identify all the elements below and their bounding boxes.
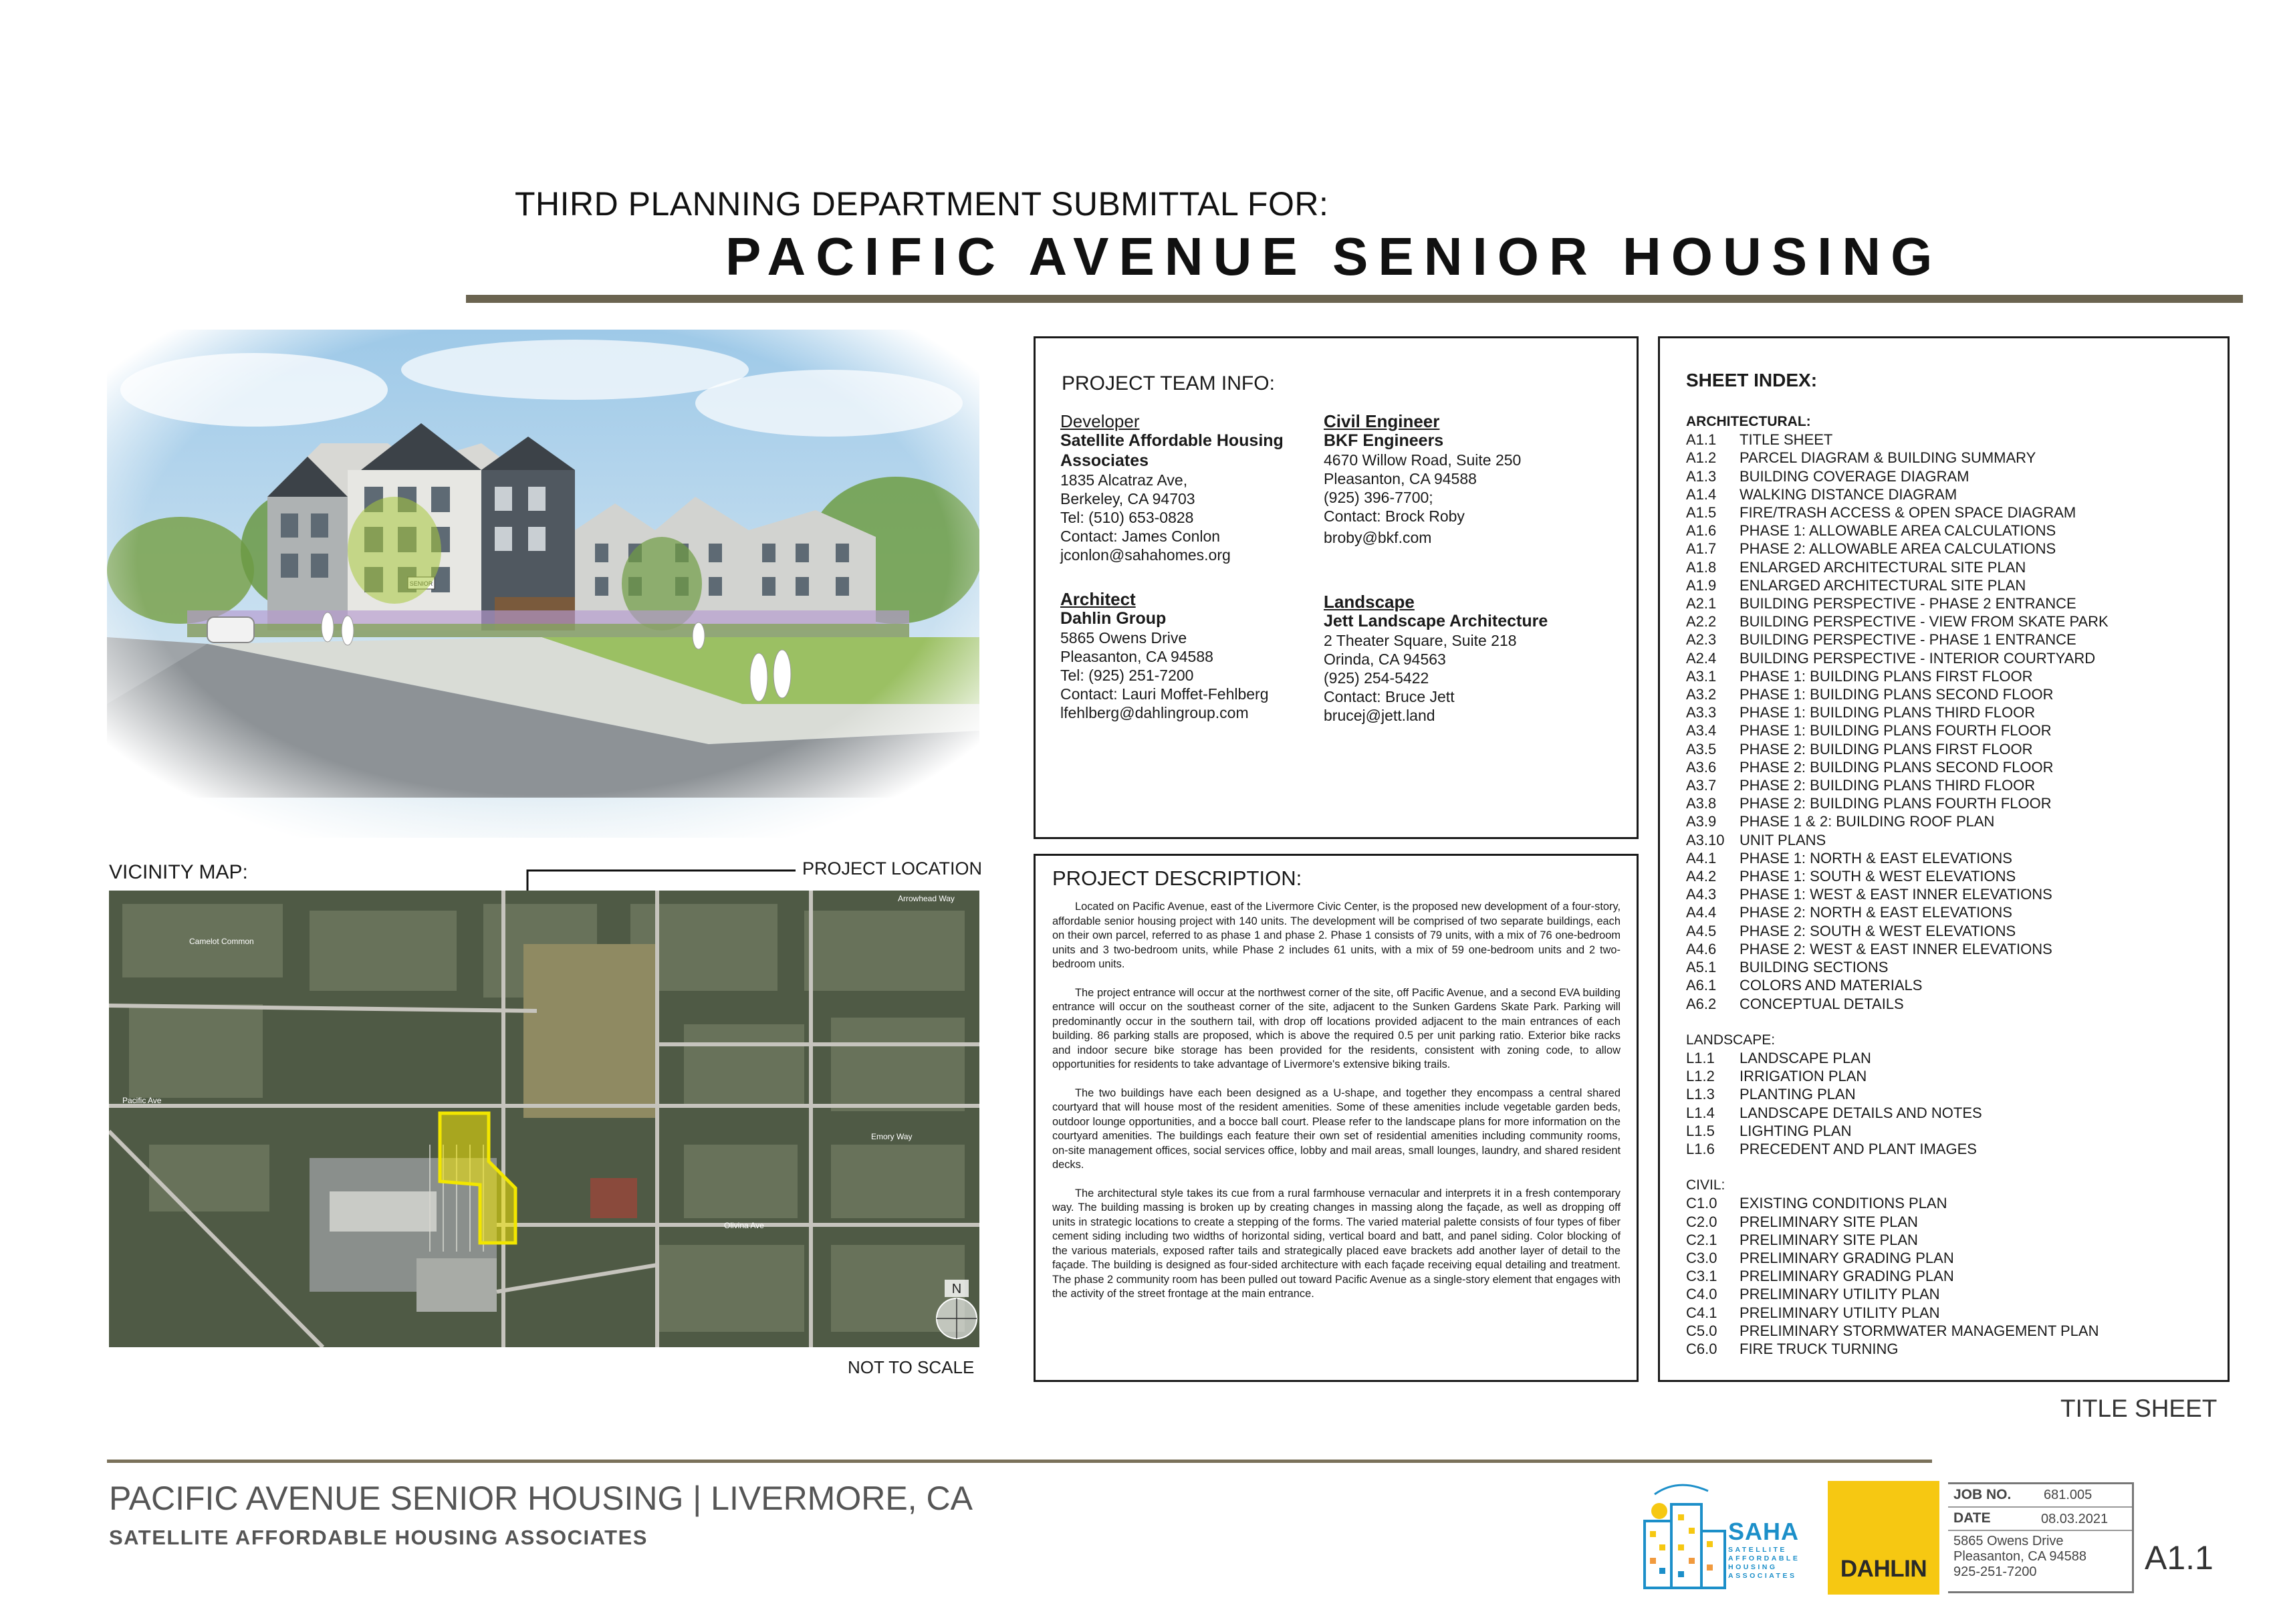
project-description-body xyxy=(1052,900,1621,1316)
index-sheet-name: PLANTING PLAN xyxy=(1740,1086,1856,1103)
index-sheet-name: IRRIGATION PLAN xyxy=(1740,1068,1867,1085)
index-sheet-code: A4.2 xyxy=(1686,868,1717,885)
index-sheet-code: A3.1 xyxy=(1686,667,1717,685)
street-label: Pacific Ave xyxy=(122,1096,162,1105)
title-block-rule xyxy=(1948,1591,2132,1593)
team-line: 4670 Willow Road, Suite 250 xyxy=(1324,451,1522,469)
index-row xyxy=(1686,703,2221,721)
index-sheet-code: L1.6 xyxy=(1686,1140,1715,1157)
index-sheet-code: A3.7 xyxy=(1686,777,1717,794)
index-sheet-code: C2.0 xyxy=(1686,1213,1717,1230)
index-row xyxy=(1686,630,2221,649)
sheet-index-list xyxy=(1686,413,2221,1358)
sheet-index-title: SHEET INDEX: xyxy=(1686,370,1818,390)
team-line: Pleasanton, CA 94588 xyxy=(1060,648,1213,665)
index-sheet-code: A6.1 xyxy=(1686,977,1717,994)
team-line: Pleasanton, CA 94588 xyxy=(1324,470,1477,487)
index-sheet-code: A3.5 xyxy=(1686,740,1717,758)
saha-tagline: ASSOCIATES xyxy=(1728,1572,1797,1580)
index-row xyxy=(1686,1140,2221,1158)
index-sheet-name: EXISTING CONDITIONS PLAN xyxy=(1740,1195,1947,1212)
index-sheet-name: PRELIMINARY GRADING PLAN xyxy=(1740,1268,1954,1285)
index-section-heading: ARCHITECTURAL: xyxy=(1686,414,1811,429)
index-row xyxy=(1686,1304,2221,1322)
index-sheet-name: ENLARGED ARCHITECTURAL SITE PLAN xyxy=(1740,576,2026,594)
index-row xyxy=(1686,903,2221,921)
index-sheet-name: PHASE 2: SOUTH & WEST ELEVATIONS xyxy=(1740,922,2016,939)
date-value: 08.03.2021 xyxy=(2041,1512,2109,1526)
index-row xyxy=(1686,976,2221,994)
index-row xyxy=(1686,721,2221,739)
team-firm: Dahlin Group xyxy=(1060,609,1167,628)
street-label: Arrowhead Way xyxy=(898,894,955,903)
saha-tagline: SATELLITE xyxy=(1728,1546,1787,1554)
index-sheet-code: A2.4 xyxy=(1686,649,1717,667)
index-sheet-code: C4.1 xyxy=(1686,1304,1717,1321)
street-label: Olivina Ave xyxy=(724,1221,764,1230)
index-row xyxy=(1686,485,2221,503)
index-sheet-code: A3.4 xyxy=(1686,722,1717,739)
index-sheet-code: A4.3 xyxy=(1686,886,1717,903)
index-sheet-name: PHASE 2: BUILDING PLANS THIRD FLOOR xyxy=(1740,777,2036,794)
north-label: N xyxy=(951,1282,962,1296)
saha-tagline: HOUSING xyxy=(1728,1563,1778,1571)
index-sheet-name: BUILDING PERSPECTIVE - VIEW FROM SKATE PARK xyxy=(1740,613,2109,630)
index-sheet-name: PHASE 1: WEST & EAST INNER ELEVATIONS xyxy=(1740,886,2052,903)
team-line: Berkeley, CA 94703 xyxy=(1060,490,1195,507)
team-civil-engineer xyxy=(1324,412,1618,547)
vicinity-map-label: VICINITY MAP: xyxy=(109,861,248,883)
index-row xyxy=(1686,958,2221,976)
team-line: 2 Theater Square, Suite 218 xyxy=(1324,632,1517,649)
index-row xyxy=(1686,649,2221,667)
footer-project-title: PACIFIC AVENUE SENIOR HOUSING | LIVERMORE, CA xyxy=(109,1480,973,1517)
team-line: Contact: Bruce Jett xyxy=(1324,688,1455,705)
index-sheet-name: BUILDING COVERAGE DIAGRAM xyxy=(1740,467,1969,485)
index-row xyxy=(1686,940,2221,958)
index-sheet-code: A3.3 xyxy=(1686,704,1717,721)
header-subtitle: THIRD PLANNING DEPARTMENT SUBMITTAL FOR: xyxy=(515,185,1329,223)
description-paragraph: The architectural style takes its cue from a rural farmhouse vernacular and interprets it in a fresh contemporary way. The building massing is broken up by creating changes in massing along the façade, as well as dropping off units in strategic locations to create a stepping of the forms. The varied material palette consists of four types of fiber cement siding including two widths of horizontal siding, vertical board and batt, and panel siding. Color blocking of the various materials, exposed rafter tails and strategically placed eave brackets add another layer of detail to the façade. The building is designed as four-sided architecture with each façade receiving equal detailing and treatment. The phase 2 community room has been pulled out toward Pacific Avenue as a single-story element that engages with the activity of the street frontage at the main entrance. xyxy=(1052,1187,1621,1300)
index-sheet-code: A1.5 xyxy=(1686,504,1717,521)
index-sheet-code: C6.0 xyxy=(1686,1340,1717,1357)
index-sheet-name: PRELIMINARY SITE PLAN xyxy=(1740,1213,1918,1230)
team-role: Developer xyxy=(1060,411,1140,431)
index-sheet-name: LIGHTING PLAN xyxy=(1740,1122,1852,1139)
date-label: DATE xyxy=(1953,1510,1991,1526)
description-paragraph: The project entrance will occur at the northwest corner of the site, off Pacific Avenue, and a second EVA building entrance will occur on the southeast corner of the site, adjacent to the Sunken Gardens Skate Park. Parking will predominantly occur in the southern tail, with drop off locations provided adjacent to the main entrances of each building. 86 parking stalls are proposed, which is above the required 0.5 per unit parking ratio. Exterior bike racks and indoor secure bike storage has been provided for the residents, consistent with zoning code, to allow opportunities for residents to take advantage of Livermore's extensive biking trails. xyxy=(1052,986,1621,1070)
index-row xyxy=(1686,1285,2221,1303)
team-role: Architect xyxy=(1060,589,1136,609)
index-row xyxy=(1686,576,2221,594)
index-row xyxy=(1686,740,2221,758)
index-row xyxy=(1686,1194,2221,1212)
project-team-title: PROJECT TEAM INFO: xyxy=(1062,372,1275,394)
index-row xyxy=(1686,1049,2221,1067)
sheet-number: A1.1 xyxy=(2145,1539,2214,1577)
index-sheet-name: PHASE 1: NORTH & EAST ELEVATIONS xyxy=(1740,849,2012,866)
index-row xyxy=(1686,467,2221,485)
index-sheet-code: A2.2 xyxy=(1686,613,1717,630)
index-sheet-name: LANDSCAPE PLAN xyxy=(1740,1049,1871,1066)
footer-client-name: SATELLITE AFFORDABLE HOUSING ASSOCIATES xyxy=(109,1526,648,1549)
index-sheet-name: FIRE TRUCK TURNING xyxy=(1740,1340,1899,1357)
header-divider xyxy=(466,295,2243,303)
index-sheet-name: PHASE 2: NORTH & EAST ELEVATIONS xyxy=(1740,904,2012,921)
index-sheet-name: PHASE 1: SOUTH & WEST ELEVATIONS xyxy=(1740,868,2016,885)
job-number-label: JOB NO. xyxy=(1953,1487,2012,1502)
team-email: broby@bkf.com xyxy=(1324,529,1432,546)
index-row xyxy=(1686,540,2221,558)
index-row xyxy=(1686,867,2221,885)
index-sheet-name: PRELIMINARY UTILITY PLAN xyxy=(1740,1304,1940,1321)
index-sheet-code: A2.3 xyxy=(1686,631,1717,649)
index-sheet-code: A1.3 xyxy=(1686,467,1717,485)
index-sheet-name: PRELIMINARY STORMWATER MANAGEMENT PLAN xyxy=(1740,1322,2099,1339)
index-sheet-name: PHASE 2: WEST & EAST INNER ELEVATIONS xyxy=(1740,940,2052,957)
team-role: Landscape xyxy=(1324,592,1415,612)
index-sheet-name: COLORS AND MATERIALS xyxy=(1740,977,1923,994)
index-row xyxy=(1686,776,2221,794)
index-row xyxy=(1686,1231,2221,1249)
sheet-title-label: TITLE SHEET xyxy=(2060,1395,2218,1422)
index-sheet-code: A6.2 xyxy=(1686,995,1717,1012)
index-sheet-code: A1.1 xyxy=(1686,431,1717,449)
dahlin-logo xyxy=(1828,1481,1939,1595)
index-sheet-name: PHASE 1: BUILDING PLANS SECOND FLOOR xyxy=(1740,686,2054,703)
index-sheet-code: A3.8 xyxy=(1686,795,1717,812)
index-sheet-code: C4.0 xyxy=(1686,1286,1717,1303)
index-spacer xyxy=(1686,1158,2221,1176)
index-row xyxy=(1686,758,2221,776)
team-firm: Associates xyxy=(1060,451,1149,470)
index-sheet-name: PHASE 1 & 2: BUILDING ROOF PLAN xyxy=(1740,813,1995,830)
title-block-rule xyxy=(1948,1482,2132,1484)
team-landscape xyxy=(1324,592,1618,725)
not-to-scale-note: NOT TO SCALE xyxy=(848,1357,975,1377)
index-sheet-code: A4.5 xyxy=(1686,922,1717,939)
index-sheet-name: BUILDING SECTIONS xyxy=(1740,959,1889,976)
saha-tagline: AFFORDABLE xyxy=(1728,1554,1800,1562)
index-row xyxy=(1686,1104,2221,1122)
index-sheet-code: L1.2 xyxy=(1686,1068,1715,1085)
project-location-label: PROJECT LOCATION xyxy=(802,858,983,879)
index-row xyxy=(1686,995,2221,1013)
index-row xyxy=(1686,1322,2221,1340)
index-sheet-code: C5.0 xyxy=(1686,1322,1717,1339)
index-row xyxy=(1686,849,2221,867)
index-sheet-name: PRELIMINARY UTILITY PLAN xyxy=(1740,1286,1940,1303)
index-sheet-code: L1.4 xyxy=(1686,1104,1715,1121)
index-row xyxy=(1686,1122,2221,1140)
team-line: Contact: Brock Roby xyxy=(1324,507,1465,525)
team-line: (925) 396-7700; xyxy=(1324,489,1433,506)
team-line: Contact: Lauri Moffet-Fehlberg xyxy=(1060,685,1269,703)
team-developer xyxy=(1060,412,1314,564)
index-row xyxy=(1686,812,2221,830)
address-line: 925-251-7200 xyxy=(1953,1564,2037,1579)
office-address xyxy=(1953,1534,2086,1580)
team-line: 1835 Alcatraz Ave, xyxy=(1060,471,1188,489)
index-sheet-code: A3.2 xyxy=(1686,686,1717,703)
index-row xyxy=(1686,558,2221,576)
index-sheet-name: PHASE 1: BUILDING PLANS FIRST FLOOR xyxy=(1740,667,2033,685)
index-sheet-code: A1.8 xyxy=(1686,558,1717,576)
team-email: brucej@jett.land xyxy=(1324,707,1435,724)
index-sheet-code: A3.6 xyxy=(1686,758,1717,776)
team-line: Tel: (510) 653-0828 xyxy=(1060,509,1194,526)
street-label: Camelot Common xyxy=(189,937,254,946)
address-line: Pleasanton, CA 94588 xyxy=(1953,1549,2087,1564)
index-sheet-name: PHASE 2: ALLOWABLE AREA CALCULATIONS xyxy=(1740,540,2056,558)
index-sheet-name: TITLE SHEET xyxy=(1740,431,1833,449)
index-row xyxy=(1686,685,2221,703)
index-section-heading: LANDSCAPE: xyxy=(1686,1032,1776,1048)
description-paragraph: Located on Pacific Avenue, east of the Livermore Civic Center, is the proposed new development of a four-story, affordable senior housing project with 140 units. The development will be comprised of two separate buildings, each on their own parcel, referred to as phase 1 and phase 2. Phase 1 consists of 79 units, with a mix of 76 one-bedroom units and 3 two-bedroom units, while Phase 2 includes 61 units, with a mix of 59 one-bedroom units and 2 two-bedroom units. xyxy=(1052,901,1621,970)
index-row xyxy=(1686,885,2221,903)
index-sheet-code: A2.1 xyxy=(1686,595,1717,612)
index-row xyxy=(1686,922,2221,940)
index-sheet-code: A4.6 xyxy=(1686,940,1717,957)
team-email: lfehlberg@dahlingroup.com xyxy=(1060,704,1249,721)
index-sheet-code: A5.1 xyxy=(1686,959,1717,976)
index-sheet-code: A3.9 xyxy=(1686,813,1717,830)
index-row xyxy=(1686,1340,2221,1358)
title-block-rule xyxy=(1948,1530,2132,1531)
footer-divider xyxy=(107,1460,1932,1463)
index-spacer xyxy=(1686,1013,2221,1031)
index-sheet-code: A4.4 xyxy=(1686,904,1717,921)
index-sheet-code: A1.4 xyxy=(1686,485,1717,503)
index-row xyxy=(1686,794,2221,812)
title-block-rule xyxy=(1948,1506,2132,1508)
saha-wordmark: SAHA xyxy=(1728,1518,1800,1545)
index-sheet-name: PRELIMINARY SITE PLAN xyxy=(1740,1231,1918,1248)
dahlin-wordmark: DAHLIN xyxy=(1840,1556,1927,1582)
index-sheet-name: PHASE 2: BUILDING PLANS SECOND FLOOR xyxy=(1740,758,2054,776)
index-sheet-code: L1.3 xyxy=(1686,1086,1715,1103)
page-title: PACIFIC AVENUE SENIOR HOUSING xyxy=(725,227,1943,286)
index-sheet-code: A3.10 xyxy=(1686,831,1725,848)
index-sheet-name: PRECEDENT AND PLANT IMAGES xyxy=(1740,1140,1977,1157)
title-block-rule xyxy=(2132,1482,2134,1593)
index-sheet-name: PHASE 1: ALLOWABLE AREA CALCULATIONS xyxy=(1740,522,2056,540)
team-role: Civil Engineer xyxy=(1324,411,1440,431)
index-sheet-code: C1.0 xyxy=(1686,1195,1717,1212)
index-row xyxy=(1686,503,2221,521)
index-sheet-code: A1.9 xyxy=(1686,576,1717,594)
index-sheet-code: A1.2 xyxy=(1686,449,1717,467)
description-paragraph: The two buildings have each been designed as a U-shape, and together they encompass a central shared courtyard that will house most of the resident amenities. Some of these amenities include vegetable garden beds, outdoor lounge opportunities, and a bocce ball court. Please refer to the landscape plans for more information on the courtyard amenities. The buildings each feature their own set of residential amenities including community rooms, on-site management offices, social services office, lobby and mail areas, small lounges, laundry, and shared resident decks. xyxy=(1052,1086,1621,1171)
index-sheet-name: ENLARGED ARCHITECTURAL SITE PLAN xyxy=(1740,558,2026,576)
index-sheet-code: L1.1 xyxy=(1686,1049,1715,1066)
index-row xyxy=(1686,667,2221,685)
index-sheet-name: BUILDING PERSPECTIVE - INTERIOR COURTYARD xyxy=(1740,649,2096,667)
index-row xyxy=(1686,431,2221,449)
team-line: (925) 254-5422 xyxy=(1324,669,1429,687)
index-row xyxy=(1686,1213,2221,1231)
index-sheet-code: A1.7 xyxy=(1686,540,1717,558)
index-sheet-name: PHASE 2: BUILDING PLANS FIRST FLOOR xyxy=(1740,740,2033,758)
vicinity-map xyxy=(109,891,979,1347)
index-sheet-code: C3.1 xyxy=(1686,1268,1717,1285)
team-line: 5865 Owens Drive xyxy=(1060,629,1187,647)
index-sheet-name: WALKING DISTANCE DIAGRAM xyxy=(1740,485,1957,503)
saha-logo-text xyxy=(1728,1518,1800,1581)
index-sheet-name: BUILDING PERSPECTIVE - PHASE 2 ENTRANCE xyxy=(1740,595,2076,612)
team-firm: Satellite Affordable Housing xyxy=(1060,431,1284,450)
address-line: 5865 Owens Drive xyxy=(1953,1534,2064,1548)
building-rendering xyxy=(107,330,979,838)
team-architect xyxy=(1060,590,1314,722)
index-row xyxy=(1686,449,2221,467)
index-sheet-code: A1.6 xyxy=(1686,522,1717,540)
index-row xyxy=(1686,612,2221,630)
index-sheet-name: PRELIMINARY GRADING PLAN xyxy=(1740,1249,1954,1266)
index-row xyxy=(1686,1067,2221,1085)
index-sheet-name: PARCEL DIAGRAM & BUILDING SUMMARY xyxy=(1740,449,2036,467)
index-sheet-name: BUILDING PERSPECTIVE - PHASE 1 ENTRANCE xyxy=(1740,631,2076,649)
team-line: Contact: James Conlon xyxy=(1060,528,1221,545)
index-sheet-code: L1.5 xyxy=(1686,1122,1715,1139)
index-row xyxy=(1686,831,2221,849)
team-line: Orinda, CA 94563 xyxy=(1324,651,1446,668)
index-sheet-name: UNIT PLANS xyxy=(1740,831,1826,848)
team-firm: Jett Landscape Architecture xyxy=(1324,612,1548,630)
index-sheet-name: PHASE 1: BUILDING PLANS THIRD FLOOR xyxy=(1740,704,2036,721)
index-row xyxy=(1686,521,2221,540)
job-number-value: 681.005 xyxy=(2044,1488,2092,1502)
index-sheet-name: LANDSCAPE DETAILS AND NOTES xyxy=(1740,1104,1982,1121)
index-sheet-name: FIRE/TRASH ACCESS & OPEN SPACE DIAGRAM xyxy=(1740,504,2076,521)
team-email: jconlon@sahahomes.org xyxy=(1060,546,1231,564)
index-sheet-code: A4.1 xyxy=(1686,849,1717,866)
index-sheet-name: PHASE 1: BUILDING PLANS FOURTH FLOOR xyxy=(1740,722,2052,739)
index-row xyxy=(1686,1085,2221,1103)
index-sheet-code: C2.1 xyxy=(1686,1231,1717,1248)
index-row xyxy=(1686,1249,2221,1267)
street-label: Emory Way xyxy=(871,1132,913,1141)
team-line: Tel: (925) 251-7200 xyxy=(1060,667,1194,684)
index-sheet-code: C3.0 xyxy=(1686,1249,1717,1266)
index-sheet-name: PHASE 2: BUILDING PLANS FOURTH FLOOR xyxy=(1740,795,2052,812)
index-row xyxy=(1686,594,2221,612)
team-firm: BKF Engineers xyxy=(1324,431,1444,450)
project-description-title: PROJECT DESCRIPTION: xyxy=(1052,866,1302,890)
index-section-heading: CIVIL: xyxy=(1686,1177,1725,1193)
index-sheet-name: CONCEPTUAL DETAILS xyxy=(1740,995,1904,1012)
index-row xyxy=(1686,1267,2221,1285)
